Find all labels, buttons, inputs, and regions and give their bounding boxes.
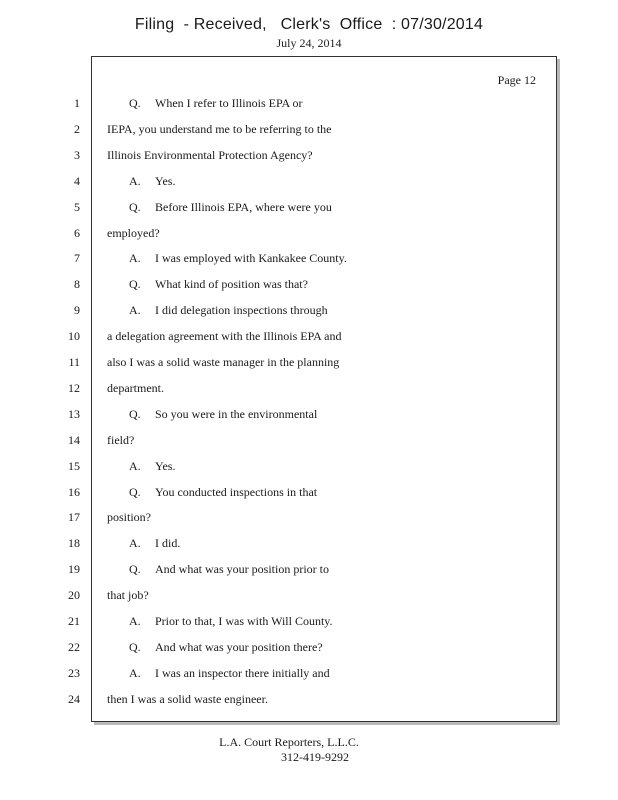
answer-marker: A.: [129, 459, 141, 473]
line-number: 11: [68, 355, 80, 369]
transcript-line: [129, 640, 323, 655]
line-number: 17: [68, 510, 80, 524]
line-number: 9: [74, 303, 80, 317]
transcript-line: [129, 251, 347, 266]
line-number: 1: [74, 96, 80, 110]
answer-marker: A.: [129, 614, 141, 628]
question-marker: Q.: [129, 562, 141, 576]
line-number: 3: [74, 148, 80, 162]
question-marker: Q.: [129, 407, 141, 421]
transcript-line-text: You conducted inspections in that: [155, 485, 318, 499]
transcript-line: [107, 588, 149, 603]
transcript-line: [129, 200, 332, 215]
court-reporter-name: L.A. Court Reporters, L.L.C.: [219, 735, 359, 749]
transcript-line-text: And what was your position there?: [155, 640, 323, 654]
transcript-line-text: I was an inspector there initially and: [155, 666, 330, 680]
transcript-line-text: Prior to that, I was with Will County.: [155, 614, 333, 628]
question-marker: Q.: [129, 96, 141, 110]
transcript-line: [107, 226, 160, 241]
question-marker: Q.: [129, 640, 141, 654]
transcript-line: [107, 692, 268, 707]
line-number: 4: [74, 174, 80, 188]
line-number: 13: [68, 407, 80, 421]
line-number: 14: [68, 433, 80, 447]
line-number: 22: [68, 640, 80, 654]
transcript-line-text: Illinois Environmental Protection Agency?: [107, 148, 313, 162]
answer-marker: A.: [129, 251, 141, 265]
line-number: 8: [74, 277, 80, 291]
line-number: 2: [74, 122, 80, 136]
transcript-line-text: position?: [107, 510, 151, 524]
transcript-line-text: department.: [107, 381, 164, 395]
question-marker: Q.: [129, 200, 141, 214]
line-number: 15: [68, 459, 80, 473]
line-number: 7: [74, 251, 80, 265]
line-number: 12: [68, 381, 80, 395]
transcript-line: [129, 459, 175, 474]
transcript-line-text: employed?: [107, 226, 160, 240]
transcript-line-text: When I refer to Illinois EPA or: [155, 96, 303, 110]
transcript-line: [107, 433, 134, 448]
transcript-line: [129, 407, 317, 422]
transcript-line: [107, 122, 332, 137]
line-number: 6: [74, 226, 80, 240]
page-number: Page 12: [497, 73, 536, 87]
filing-stamp: Filing - Received, Clerk's Office : 07/30/2014: [134, 16, 484, 33]
transcript-line-text: Yes.: [155, 174, 176, 188]
line-number: 18: [68, 536, 80, 550]
line-number: 5: [74, 200, 80, 214]
transcript-line-text: Yes.: [155, 459, 176, 473]
transcript-line: [107, 355, 339, 370]
transcript-line-text: What kind of position was that?: [155, 277, 308, 291]
transcript-line: [129, 96, 303, 111]
transcript-line: [129, 666, 330, 681]
transcript-line: [129, 174, 175, 189]
transcript-line: [129, 277, 308, 292]
transcript-line-text: Before Illinois EPA, where were you: [155, 200, 332, 214]
question-marker: Q.: [129, 277, 141, 291]
line-number: 21: [68, 614, 80, 628]
transcript-line: [129, 536, 180, 551]
line-number: 24: [68, 692, 80, 706]
deposition-date: July 24, 2014: [276, 36, 342, 50]
transcript-line-text: that job?: [107, 588, 149, 602]
answer-marker: A.: [129, 536, 141, 550]
transcript-line-text: I did.: [155, 536, 181, 550]
transcript-line: [129, 303, 328, 318]
line-number: 23: [68, 666, 80, 680]
transcript-line-text: IEPA, you understand me to be referring to the: [107, 122, 332, 136]
transcript-line: [107, 148, 313, 163]
transcript-line: [107, 381, 164, 396]
transcript-line: [129, 562, 329, 577]
transcript-line-text: I was employed with Kankakee County.: [155, 251, 347, 265]
transcript-line: [129, 614, 333, 629]
line-number: 19: [68, 562, 80, 576]
answer-marker: A.: [129, 303, 141, 317]
question-marker: Q.: [129, 485, 141, 499]
transcript-line: [129, 485, 317, 500]
court-reporter-phone: 312-419-9292: [281, 750, 349, 764]
answer-marker: A.: [129, 174, 141, 188]
answer-marker: A.: [129, 666, 141, 680]
transcript-line-text: field?: [107, 433, 135, 447]
line-number: 10: [68, 329, 80, 343]
transcript-line-text: a delegation agreement with the Illinois EPA and: [107, 329, 342, 343]
line-number: 20: [68, 588, 80, 602]
transcript-line-text: also I was a solid waste manager in the planning: [107, 355, 340, 369]
line-number: 16: [68, 485, 80, 499]
transcript-line: [107, 329, 342, 344]
transcript-line-text: I did delegation inspections through: [155, 303, 328, 317]
transcript-line-text: And what was your position prior to: [155, 562, 329, 576]
transcript-line: [107, 510, 151, 525]
transcript-line-text: then I was a solid waste engineer.: [107, 692, 268, 706]
transcript-line-text: So you were in the environmental: [155, 407, 318, 421]
